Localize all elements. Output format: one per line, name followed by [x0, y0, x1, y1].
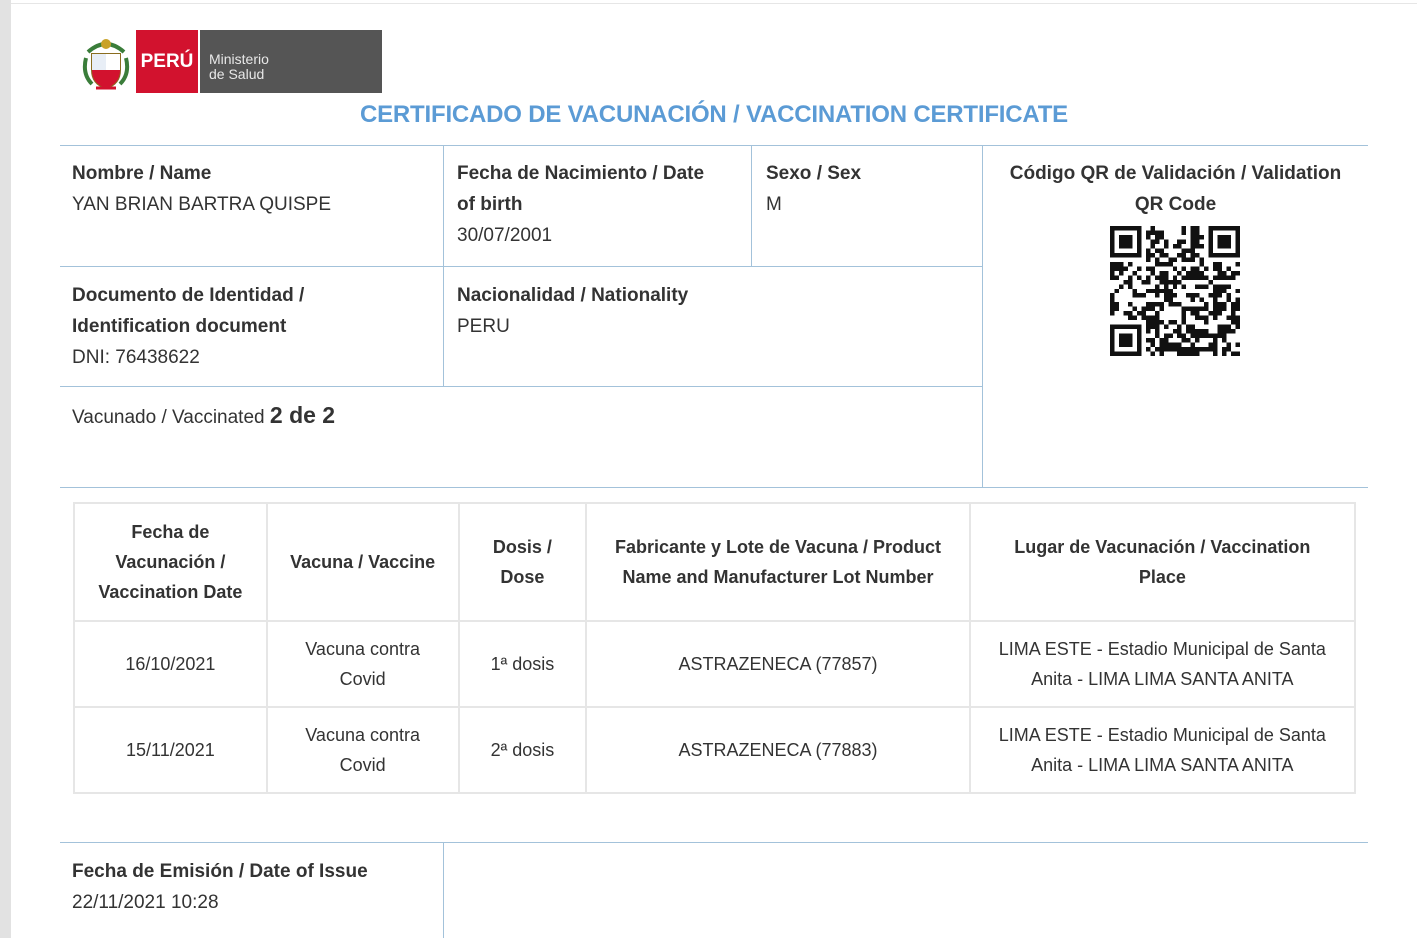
vaccinated-cell — [72, 400, 672, 433]
dob-label-line2: of birth — [457, 194, 523, 215]
nationality-value: PERU — [457, 316, 510, 337]
vaccine-line1: Vacuna contra — [305, 725, 421, 745]
table-header-row — [74, 503, 1355, 621]
issue-cell — [72, 856, 432, 918]
id-value: DNI: 76438622 — [72, 347, 200, 368]
brand-ministry-line2: de Salud — [209, 66, 265, 82]
peru-brand-box — [136, 30, 198, 93]
row-vaccine — [267, 621, 459, 707]
certificate-title: CERTIFICADO DE VACUNACIÓN / VACCINATION CERTIFICATE — [359, 101, 1068, 128]
table-row — [74, 621, 1355, 707]
header-vaccination-date — [74, 503, 267, 621]
header-text: Vacuna / Vaccine — [290, 552, 436, 572]
place-line1: LIMA ESTE - Estadio Municipal de Santa — [998, 725, 1326, 745]
dob-cell — [457, 158, 747, 251]
sex-label: Sexo / Sex — [766, 163, 862, 184]
vaccine-line2: Covid — [339, 755, 386, 775]
qr-label-line1: Código QR de Validación / Validation — [1009, 163, 1342, 184]
header-text: Dose — [500, 567, 545, 587]
ministry-logo — [82, 30, 382, 94]
header-text: Fabricante y Lote de Vacuna / Product — [614, 537, 942, 557]
id-label-line2: Identification document — [72, 316, 287, 337]
row-date: 15/11/2021 — [74, 707, 267, 793]
header-place — [970, 503, 1355, 621]
peru-coat-of-arms-icon — [82, 34, 130, 90]
name-label: Nombre / Name — [72, 163, 212, 184]
header-text: Fecha de — [131, 522, 210, 542]
col-divider-1 — [443, 145, 444, 387]
rule-row2 — [60, 386, 982, 387]
place-line2: Anita - LIMA LIMA SANTA ANITA — [1031, 755, 1294, 775]
row-product: ASTRAZENECA (77857) — [586, 621, 969, 707]
row-dose: 1ª dosis — [459, 621, 587, 707]
vaccine-line1: Vacuna contra — [305, 639, 421, 659]
dob-label-line1: Fecha de Nacimiento / Date — [457, 163, 705, 184]
row-place — [970, 707, 1355, 793]
header-text: Dosis / — [492, 537, 552, 557]
vaccination-table — [73, 502, 1356, 794]
header-vaccine — [267, 503, 459, 621]
id-cell — [72, 280, 432, 373]
sex-value: M — [766, 194, 782, 215]
rule-top — [60, 145, 1368, 146]
row-dose: 2ª dosis — [459, 707, 587, 793]
qr-code-icon — [1110, 226, 1240, 356]
name-cell — [72, 158, 432, 220]
rule-row1 — [60, 266, 982, 267]
place-line1: LIMA ESTE - Estadio Municipal de Santa — [998, 639, 1326, 659]
issue-value: 22/11/2021 10:28 — [72, 892, 219, 913]
brand-ministry-line1: Ministerio — [209, 51, 269, 67]
header-text: Place — [1138, 567, 1186, 587]
row-date: 16/10/2021 — [74, 621, 267, 707]
issue-label: Fecha de Emisión / Date of Issue — [72, 861, 368, 882]
table-row — [74, 707, 1355, 793]
top-edge-line — [11, 3, 1417, 4]
header-text: Vaccination Date — [98, 582, 243, 602]
left-edge-bar — [0, 0, 11, 938]
qr-label-line2: QR Code — [1134, 194, 1217, 215]
id-label-line1: Documento de Identidad / — [72, 285, 305, 306]
nationality-cell — [457, 280, 957, 342]
name-value: YAN BRIAN BARTRA QUISPE — [72, 194, 332, 215]
brand-country: PERÚ — [140, 50, 194, 72]
rule-issue-top — [60, 842, 1368, 843]
dob-value: 30/07/2001 — [457, 225, 553, 246]
qr-label-cell — [983, 158, 1368, 220]
vaccinated-label: Vacunado / Vaccinated — [72, 407, 265, 428]
ministry-brand-box — [200, 30, 382, 93]
header-dose — [459, 503, 587, 621]
header-text: Vacunación / — [115, 552, 226, 572]
row-product: ASTRAZENECA (77883) — [586, 707, 969, 793]
header-text: Lugar de Vacunación / Vaccination — [1014, 537, 1311, 557]
issue-col-divider — [443, 842, 444, 938]
vaccine-line2: Covid — [339, 669, 386, 689]
nationality-label: Nacionalidad / Nationality — [457, 285, 689, 306]
header-text: Name and Manufacturer Lot Number — [622, 567, 934, 587]
rule-bottom — [60, 487, 1368, 488]
col-divider-2 — [751, 145, 752, 267]
sex-cell — [766, 158, 976, 220]
header-product — [586, 503, 969, 621]
vaccinated-value: 2 de 2 — [269, 402, 336, 428]
place-line2: Anita - LIMA LIMA SANTA ANITA — [1031, 669, 1294, 689]
row-place — [970, 621, 1355, 707]
row-vaccine — [267, 707, 459, 793]
